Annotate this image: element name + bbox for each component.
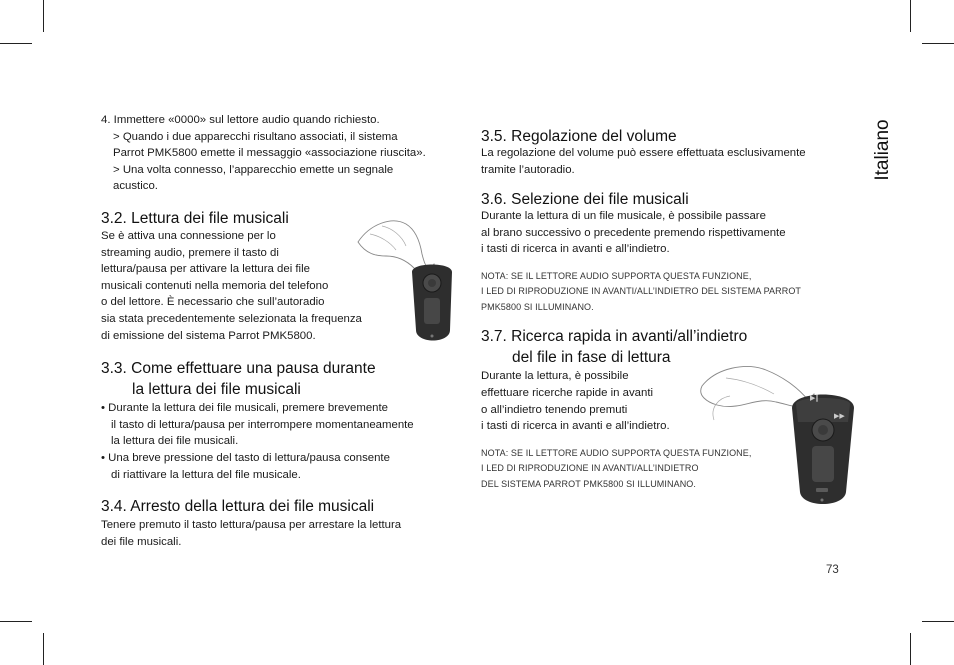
step-4-text: 4. Immettere «0000» sul lettore audio quando richiesto. — [101, 114, 380, 126]
remote-display — [424, 298, 440, 324]
section-3-7-title-1: 3.7. Ricerca rapida in avanti/all’indietro — [481, 328, 748, 346]
crop-mark — [0, 621, 32, 622]
section-3-7-title-2: del file in fase di lettura — [512, 349, 671, 367]
section-3-4-line: Tenere premuto il tasto lettura/pausa per arrestare la lettura — [101, 519, 402, 532]
section-3-2-line: lettura/pausa per attivare la lettura dei file — [101, 263, 310, 276]
section-3-7-line: Durante la lettura, è possibile — [481, 370, 629, 383]
section-3-6-note — [481, 269, 851, 316]
section-3-2-title: 3.2. Lettura dei file musicali — [101, 209, 289, 227]
section-3-3-title-1: 3.3. Come effettuare una pausa durante — [101, 360, 376, 378]
crop-mark — [43, 0, 44, 32]
note-line: I LED DI RIPRODUZIONE IN AVANTI/ALL’INDIETRO DEL SISTEMA PARROT — [481, 286, 802, 297]
crop-mark — [922, 621, 954, 622]
note-line: I LED DI RIPRODUZIONE IN AVANTI/ALL’INDIETRO — [481, 463, 699, 474]
bullet-2-cont: di riattivare la lettura del file musicale. — [111, 468, 301, 481]
note-line: DEL SISTEMA PARROT PMK5800 SI ILLUMINANO. — [481, 478, 696, 489]
section-3-6-body — [481, 208, 851, 258]
section-3-4-body — [101, 517, 471, 550]
section-3-4-title: 3.4. Arresto della lettura dei file musicali — [101, 498, 375, 516]
language-tab — [868, 115, 898, 185]
step-4-sub-2b: acustico. — [113, 180, 158, 193]
section-3-6-title: 3.6. Selezione dei file musicali — [481, 191, 689, 209]
note-line: NOTA: SE IL LETTORE AUDIO SUPPORTA QUESTA FUNZIONE, — [481, 447, 752, 458]
section-3-5-line: tramite l’autoradio. — [481, 163, 575, 176]
bullet-1-cont: il tasto di lettura/pausa per interrompere momentaneamente — [111, 418, 414, 431]
step-4-sub-2a: > Una volta connesso, l’apparecchio emette un segnale — [113, 163, 394, 176]
section-3-2-line: sia stata precedentemente selezionata la frequenza — [101, 312, 362, 325]
crop-mark — [910, 0, 911, 32]
section-3-6-line: i tasti di ricerca in avanti e all’indietro. — [481, 243, 670, 256]
section-3-5-body — [481, 145, 851, 178]
remote-illustration-play-pause — [340, 212, 460, 347]
next-track-icon: ▶▶ — [834, 412, 845, 420]
bullet-2: • Una breve pressione del tasto di lettura/pausa consente — [101, 451, 390, 464]
step-4-sub-1b: Parrot PMK5800 emette il messaggio «associazione riuscita». — [113, 147, 426, 160]
section-3-7-line: i tasti di ricerca in avanti e all’indietro. — [481, 420, 670, 433]
page-number: 73 — [826, 564, 839, 576]
section-3-2-line: o del lettore. È necessario che sull’autoradio — [101, 296, 325, 309]
step-4-sub-1a: > Quando i due apparecchi risultano associati, il sistema — [113, 130, 398, 143]
bullet-1: • Durante la lettura dei file musicali, premere brevemente — [101, 402, 388, 415]
bullet-1-cont: la lettura dei file musicali. — [111, 435, 239, 448]
section-3-6-line: Durante la lettura di un file musicale, è possibile passare — [481, 210, 766, 223]
note-line: NOTA: SE IL LETTORE AUDIO SUPPORTA QUESTA FUNZIONE, — [481, 270, 752, 281]
step-4 — [101, 112, 471, 195]
section-3-4-line: dei file musicali. — [101, 535, 182, 548]
remote-display — [812, 446, 834, 482]
note-line: PMK5800 SI ILLUMINANO. — [481, 301, 594, 312]
crop-mark — [0, 43, 32, 44]
remote-illustration-fast-search — [696, 364, 856, 510]
section-3-7-line: effettuare ricerche rapide in avanti — [481, 387, 654, 400]
language-tab-label: Italiano — [872, 119, 893, 181]
section-3-3-body — [101, 400, 471, 483]
play-pause-icon: ▶‖ — [810, 394, 819, 402]
crop-mark — [43, 633, 44, 665]
section-3-2-line: di emissione del sistema Parrot PMK5800. — [101, 329, 316, 342]
section-3-6-line: al brano successivo o precedente premendo rispettivamente — [481, 226, 786, 239]
crop-mark — [910, 633, 911, 665]
section-3-2-line: streaming audio, premere il tasto di — [101, 246, 279, 259]
section-3-2-line: musicali contenuti nella memoria del telefono — [101, 279, 329, 292]
crop-mark — [922, 43, 954, 44]
section-3-5-title: 3.5. Regolazione del volume — [481, 128, 677, 145]
section-3-2-line: Se è attiva una connessione per lo — [101, 229, 276, 242]
section-3-5-line: La regolazione del volume può essere effettuata esclusivamente — [481, 147, 806, 159]
section-3-3-title-2: la lettura dei file musicali — [132, 381, 301, 399]
section-3-7-line: o all’indietro tenendo premuti — [481, 403, 628, 416]
